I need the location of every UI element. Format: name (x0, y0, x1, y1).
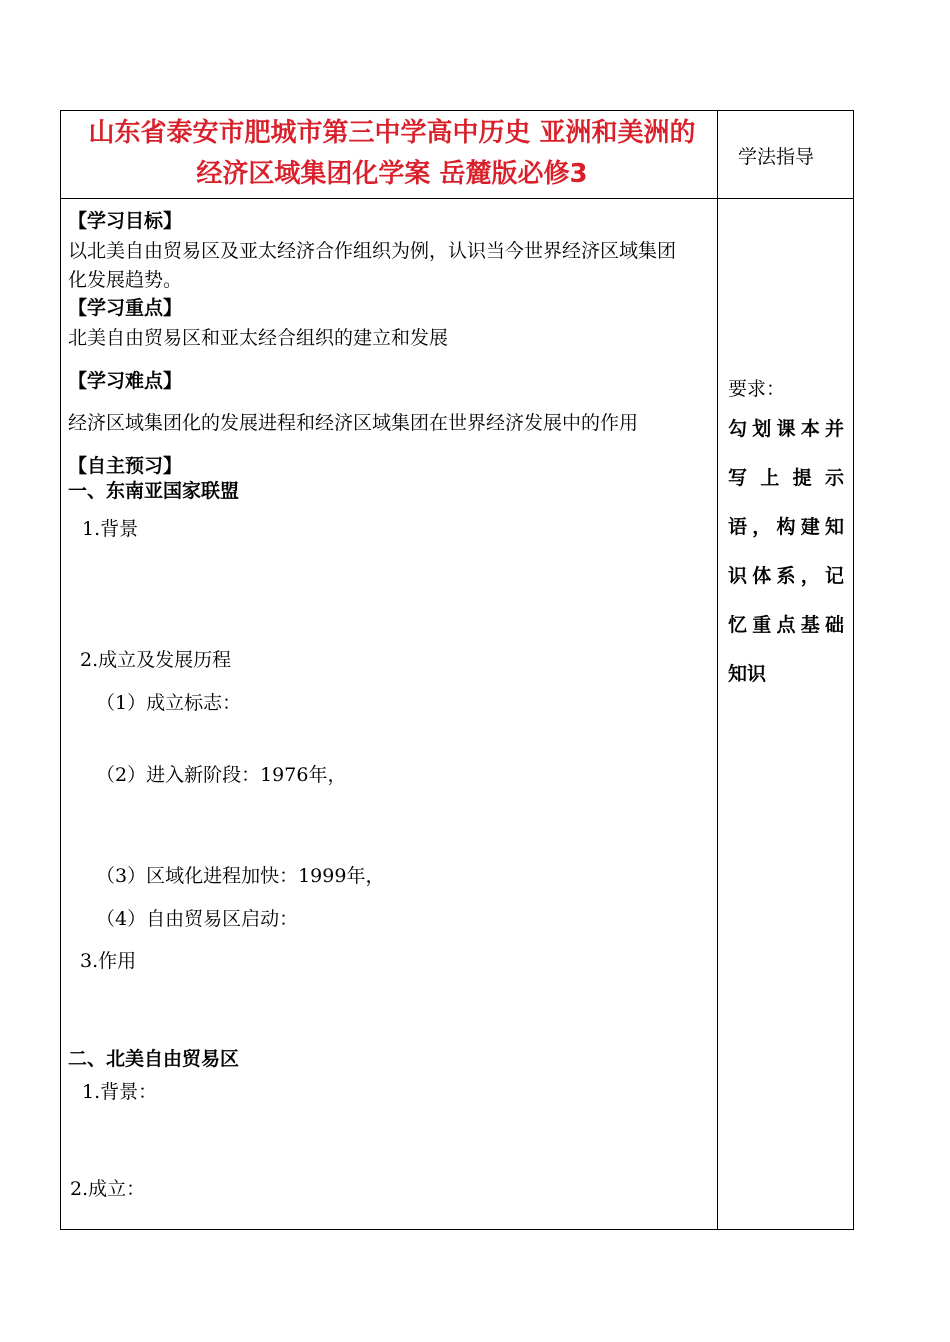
key-text: 北美自由贸易区和亚太经合组织的建立和发展 (68, 327, 449, 349)
section2-title: 二、北美自由贸易区 (68, 1048, 240, 1070)
difficult-heading: 【学习难点】 (68, 370, 183, 392)
key-heading: 【学习重点】 (68, 297, 183, 319)
objectives-heading: 【学习目标】 (68, 210, 183, 232)
req-line-1: 勾划课本并 (728, 418, 844, 440)
title-line-2: 经济区域集团化学案 岳麓版必修3 (196, 159, 588, 189)
difficult-text: 经济区域集团化的发展进程和经济区域集团在世界经济发展中的作用 (68, 412, 639, 434)
section1-sub-2: （2）进入新阶段：1976年， (96, 764, 347, 786)
section1-sub-3: （3）区域化进程加快：1999年， (96, 865, 385, 887)
table-border-right (853, 110, 854, 1230)
objectives-line-2: 化发展趋势。 (68, 269, 183, 291)
req-line-6: 知识 (728, 663, 767, 685)
table-border-bottom (60, 1229, 854, 1230)
req-label: 要求： (728, 378, 786, 400)
section1-item-2: 2.成立及发展历程 (80, 649, 232, 671)
title-line-1: 山东省泰安市肥城市第三中学高中历史 亚洲和美洲的 (88, 118, 696, 148)
req-line-3: 语，构建知 (728, 516, 844, 538)
side-heading: 学法指导 (738, 146, 815, 168)
preview-heading: 【自主预习】 (68, 455, 183, 477)
section1-title: 一、东南亚国家联盟 (68, 480, 240, 502)
req-line-2: 写上提示 (728, 467, 844, 489)
req-line-5: 忆重点基础 (728, 614, 844, 636)
objectives-line-1: 以北美自由贸易区及亚太经济合作组织为例，认识当今世界经济区域集团 (68, 240, 677, 262)
section1-sub-4: （4）自由贸易区启动： (96, 908, 299, 930)
table-border-top (60, 110, 854, 111)
table-border-left (60, 110, 61, 1230)
req-line-4: 识体系，记 (728, 565, 844, 587)
section1-item-1: 1.背景 (82, 518, 139, 540)
section2-item-2: 2.成立： (70, 1178, 146, 1200)
table-border-header-bottom (60, 198, 854, 199)
table-border-middle (717, 110, 718, 1230)
section1-item-3: 3.作用 (80, 950, 137, 972)
section1-sub-1: （1）成立标志： (96, 692, 242, 714)
section2-item-1: 1.背景： (82, 1081, 158, 1103)
